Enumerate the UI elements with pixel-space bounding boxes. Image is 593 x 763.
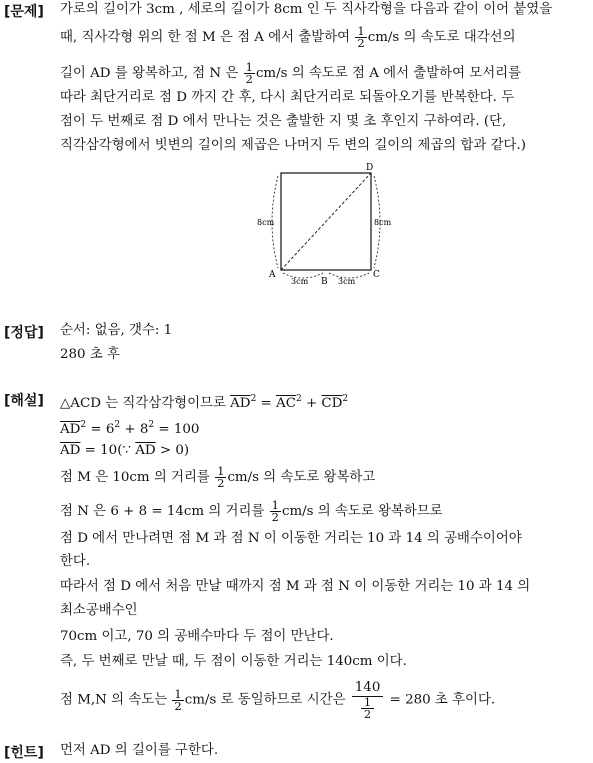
label-right-side: 8cm: [374, 218, 392, 227]
label-left-side: 8cm: [257, 218, 275, 227]
rectangle-figure: [0, 0, 593, 300]
label-C: C: [373, 270, 380, 280]
label-A: A: [269, 270, 276, 280]
solution-text: 점 M 은 10cm 의 거리를: [60, 470, 210, 485]
denominator: 2: [271, 510, 279, 524]
hint-section: [0, 740, 593, 763]
solution-text: 점 N 은 6 + 8 = 14cm 의 거리를: [60, 504, 265, 519]
problem-text: 때, 직사각형 위의 한 점 M 은 점 A 에서 출발하여: [60, 30, 351, 45]
diagonal-AD: [281, 173, 371, 270]
solution-line: [60, 680, 495, 720]
fraction-half: [215, 466, 226, 489]
solution-line: [60, 500, 443, 523]
problem-line: 직각삼각형에서 빗변의 길이의 제곱은 나머지 두 변의 길이의 제곱의 합과 같다.): [60, 138, 526, 153]
answer-line: 순서: 없음, 갯수: 1: [60, 323, 173, 338]
numerator: 1: [271, 498, 279, 512]
problem-line: 점이 두 번째로 점 D 에서 만나는 것은 출발한 지 몇 초 후인지 구하여라. (단,: [60, 114, 507, 129]
solution-line: 한다.: [60, 554, 91, 569]
numerator: 1: [174, 686, 182, 701]
solution-text: 점 M,N 의 속도는: [60, 692, 168, 708]
denominator: 2: [357, 36, 365, 50]
numerator: 1: [357, 24, 365, 38]
problem-section: [0, 0, 593, 300]
solution-line: 70cm 이고, 70 의 공배수마다 두 점이 만난다.: [60, 629, 334, 644]
solution-line: 점 D 에서 만나려면 점 M 과 점 N 이 이동한 거리는 10 과 14 의 공배수이어야: [60, 531, 522, 546]
solution-text: cm/s 로 동일하므로 시간은: [184, 692, 346, 708]
fraction-half: [361, 697, 374, 720]
label-bottom-right: 3cm: [338, 277, 356, 286]
solution-line: $\overline{AD}^2 = 6^2 + 8^2 = 100$: [60, 420, 200, 437]
problem-text: cm/s 의 속도로 대각선의: [367, 30, 516, 45]
numerator: 140: [352, 680, 384, 697]
problem-text: cm/s 의 속도로 점 A 에서 출발하여 모서리를: [255, 66, 522, 81]
denominator: 2: [245, 72, 253, 86]
solution-line: 최소공배수인: [60, 603, 138, 618]
answer-line: 280 초 후: [60, 347, 120, 362]
problem-text: 길이 AD 를 왕복하고, 점 N 은: [60, 66, 239, 81]
numerator: 1: [217, 464, 225, 478]
label-D: D: [366, 163, 374, 173]
problem-line: 가로의 길이가 3cm , 세로의 길이가 8cm 인 두 직사각형을 다음과 같이 이어 붙였을: [60, 2, 553, 17]
answer-tag: [정답]: [4, 325, 44, 341]
solution-text: cm/s 의 속도로 왕복하므로: [281, 504, 443, 519]
fraction-time: [352, 680, 384, 720]
problem-tag: [문제]: [4, 4, 44, 20]
fraction-half: [172, 686, 183, 713]
problem-line: 따라 최단거리로 점 D 까지 간 후, 다시 최단거리로 되돌아오기를 반복한다. 두: [60, 90, 515, 105]
fraction-half: [270, 500, 281, 523]
solution-line: △ACD 는 직각삼각형이므로 $\overline{AD}^2 = \overline{AC}^2 + \overline{CD}^2$: [60, 394, 349, 411]
solution-line: [60, 466, 375, 489]
denominator: 2: [174, 698, 182, 713]
solution-line: 따라서 점 D 에서 처음 만날 때까지 점 M 과 점 N 이 이동한 거리는 10 과 14 의: [60, 579, 531, 594]
numerator: 1: [361, 697, 374, 709]
solution-text: cm/s 의 속도로 왕복하고: [227, 470, 376, 485]
solution-section: [0, 384, 593, 734]
denominator: 2: [363, 707, 372, 721]
denominator: 2: [217, 476, 225, 490]
solution-line: $\overline{AD}$ = 10(∵ $\overline{AD} > 0$): [60, 443, 190, 458]
solution-tag: [해설]: [4, 393, 44, 409]
answer-section: [0, 320, 593, 370]
label-bottom-left: 3cm: [291, 277, 309, 286]
hint-line: 먼저 AD 의 길이를 구한다.: [60, 743, 219, 758]
solution-text: = 280 초 후이다.: [389, 692, 496, 708]
label-B: B: [321, 277, 328, 287]
solution-line: 즉, 두 번째로 만날 때, 두 점이 이동한 거리는 140cm 이다.: [60, 654, 407, 669]
hint-tag: [힌트]: [4, 745, 44, 761]
numerator: 1: [245, 60, 253, 74]
